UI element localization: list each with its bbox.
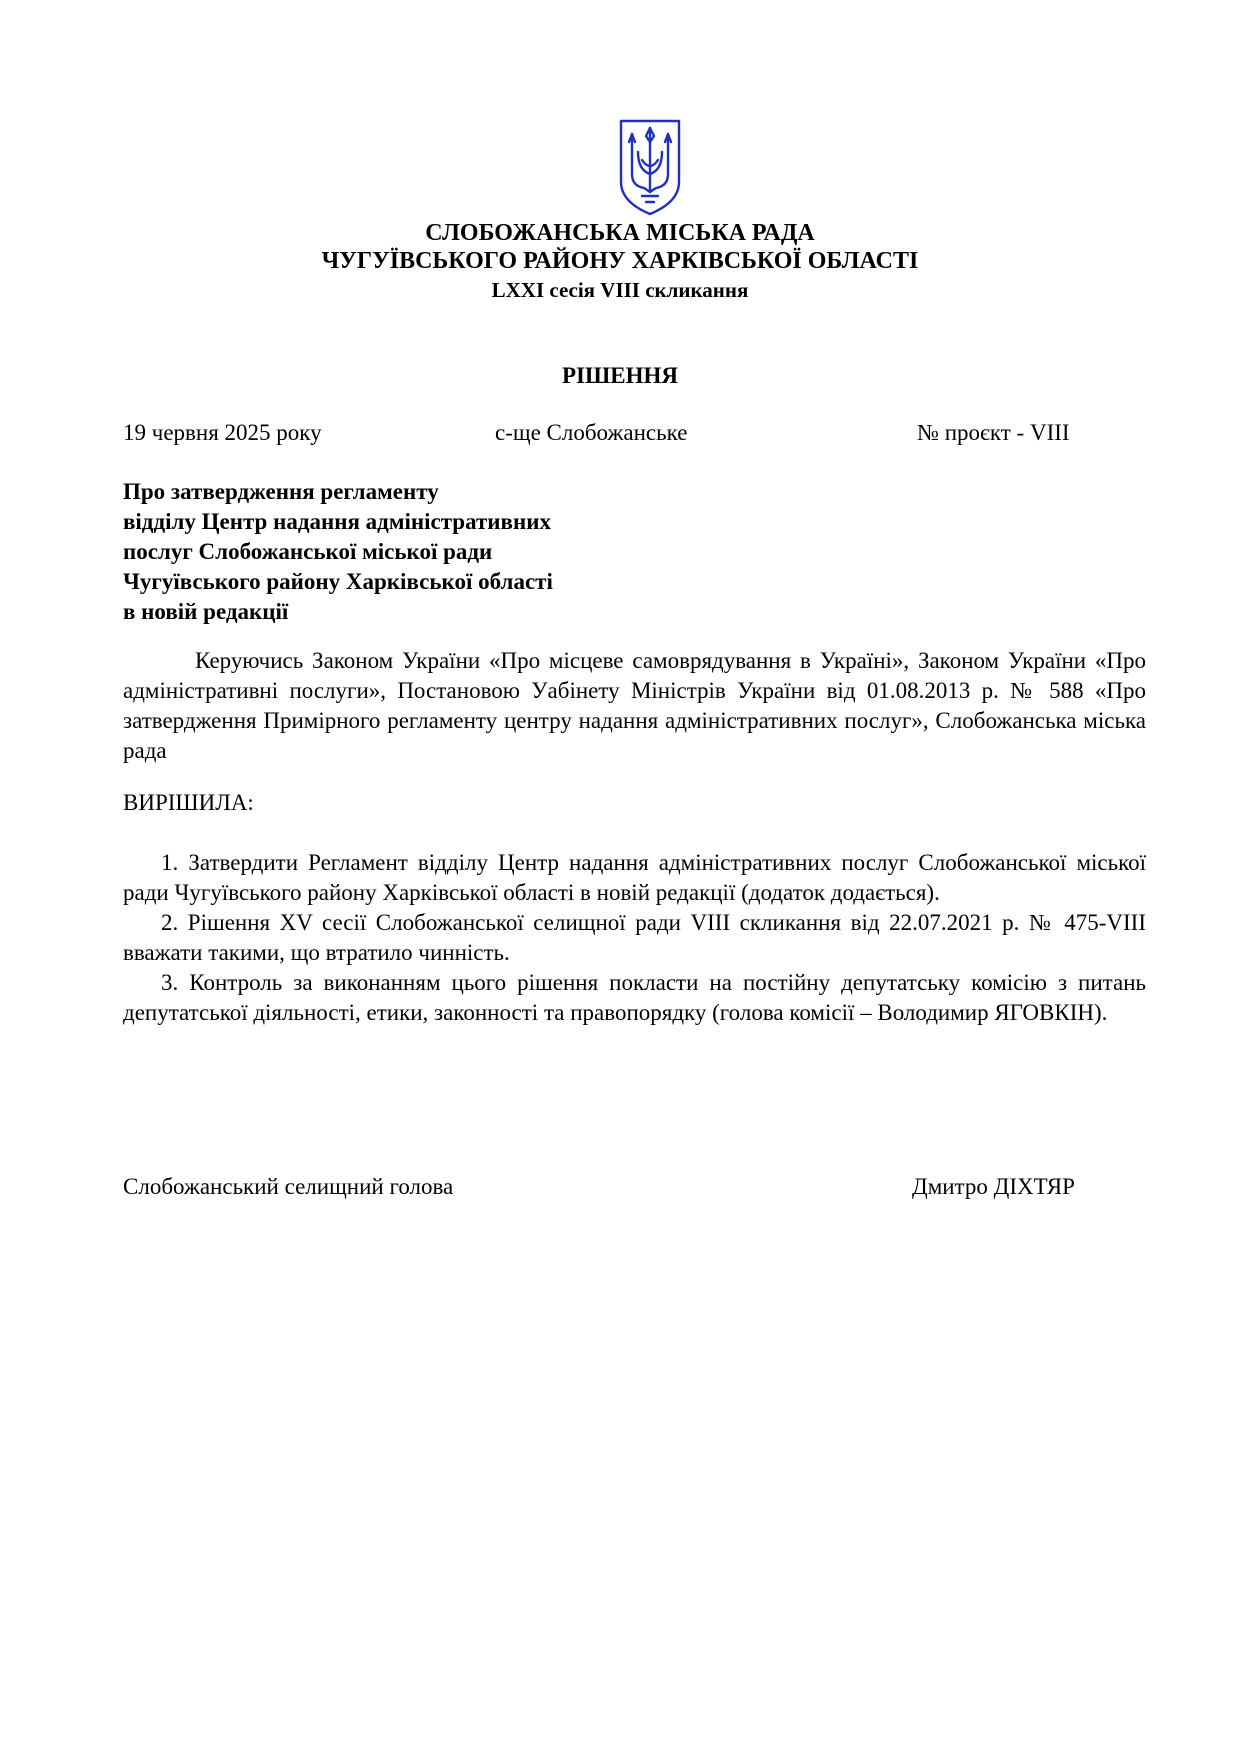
subject-line: в новій редакції — [123, 599, 289, 624]
decision-place: с-ще Слобожанське — [495, 420, 688, 445]
document-type-heading: РІШЕННЯ — [562, 363, 678, 388]
decision-item-3: 3. Контроль за виконанням цього рішення покласти на постійну депутатську комісію з питань депутатської діяльності, етики, законності та правопорядку (голова комісії – Володимир ЯГОВКІН). — [123, 970, 1146, 1025]
decision-date: 19 червня 2025 року — [123, 420, 322, 445]
decided-heading: ВИРІШИЛА: — [123, 790, 254, 815]
subject-line: Про затвердження регламенту — [123, 479, 439, 504]
council-name: СЛОБОЖАНСЬКА МІСЬКА РАДА — [425, 220, 815, 246]
preamble-paragraph: Керуючись Законом України «Про місцеве самоврядування в Україні», Законом України «Про адміністративні послуги», Постановою Уабінету Міністрів України від 01.08.2013 р. № 588 «Про затвердження Примірного регламенту центру надання адміністративних послуг», Слобожанська міська рада — [123, 648, 1146, 763]
ukraine-trident-emblem-icon — [618, 118, 682, 216]
subject-line: послуг Слобожанської міської ради — [123, 539, 493, 564]
decision-item-2: 2. Рішення XV сесії Слобожанської селищної ради VIII скликання від 22.07.2021 р. № 475-VIII вважати такими, що втратило чинність. — [123, 910, 1146, 965]
decision-number: № проєкт - VIII — [917, 420, 1070, 445]
decision-subject — [123, 477, 553, 627]
council-district: ЧУГУЇВСЬКОГО РАЙОНУ ХАРКІВСЬКОЇ ОБЛАСТІ — [321, 248, 919, 274]
decision-items-list — [123, 848, 1146, 1028]
session-line: LXXI сесія VIII скликання — [491, 278, 749, 302]
signatory-role: Слобожанський селищний голова — [123, 1174, 454, 1199]
decision-item-1: 1. Затвердити Регламент відділу Центр надання адміністративних послуг Слобожанської міської ради Чугуївського району Харківської області в новій редакції (додаток додається). — [123, 850, 1146, 905]
signatory-name: Дмитро ДІХТЯР — [912, 1174, 1075, 1199]
subject-line: Чугуївського району Харківської області — [123, 569, 553, 594]
subject-line: відділу Центр надання адміністративних — [123, 509, 551, 534]
